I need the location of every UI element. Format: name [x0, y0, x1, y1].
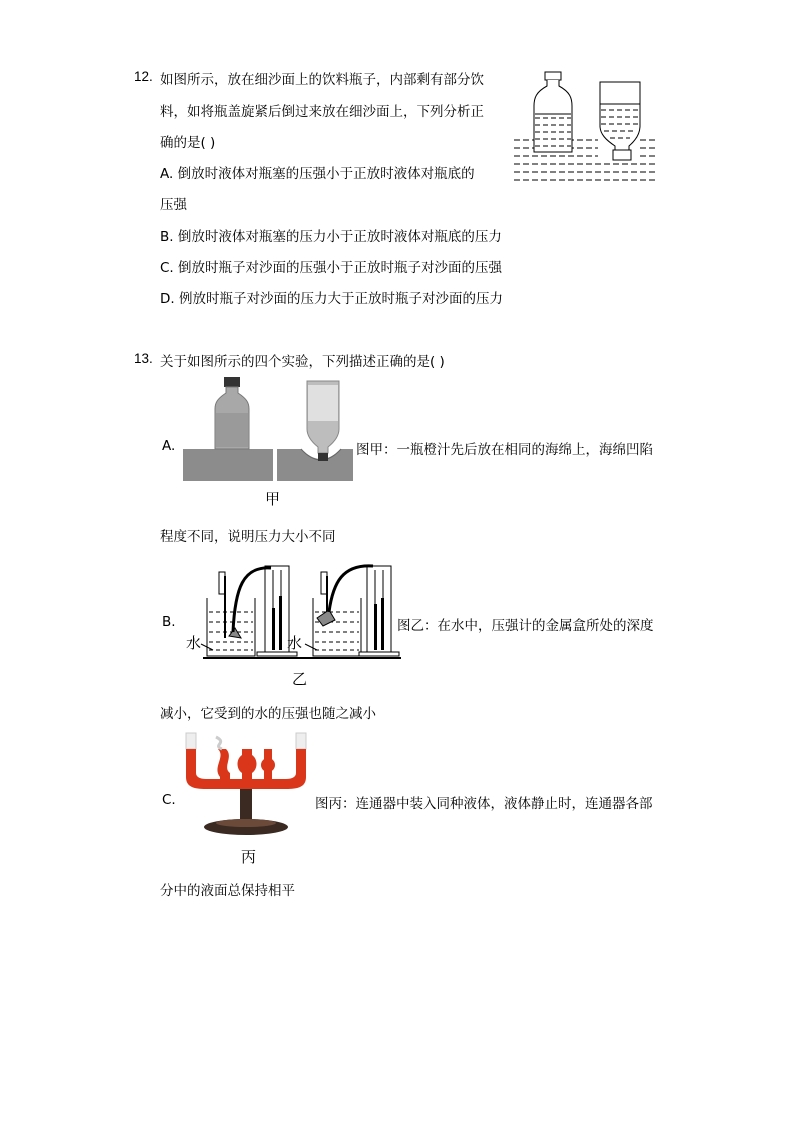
q13-option-c-label[interactable]: C.	[162, 792, 176, 808]
q12-stem-line1: 如图所示，放在细沙面上的饮料瓶子，内部剩有部分饮	[160, 72, 484, 88]
q12-option-a-text-cont: 压强	[160, 197, 187, 213]
q12-bottles-figure	[512, 70, 662, 185]
q12-option-b[interactable]	[160, 225, 502, 245]
q13-option-b-label[interactable]: B.	[162, 614, 176, 630]
q13-option-a-text: 图甲：一瓶橙汁先后放在相同的海绵上，海绵凹陷	[356, 442, 653, 458]
q12-option-c-label: C.	[160, 260, 174, 276]
q13-figure-yi-water-label-left: 水	[186, 634, 202, 652]
q13-option-c-text: 图丙：连通器中装入同种液体，液体静止时，连通器各部	[315, 796, 653, 812]
q12-option-a[interactable]	[160, 162, 475, 182]
q12-option-b-text: 倒放时液体对瓶塞的压力小于正放时液体对瓶底的压力	[177, 229, 502, 245]
q13-option-a-text-cont: 程度不同，说明压力大小不同	[160, 529, 336, 545]
q13-option-b-text: 图乙：在水中，压强计的金属盒所处的深度	[397, 618, 654, 634]
q13-figure-jia	[183, 377, 353, 487]
q13-option-b-text-cont: 减小，它受到的水的压强也随之减小	[160, 706, 376, 722]
q13-stem: 关于如图所示的四个实验，下列描述正确的是( )	[160, 354, 445, 370]
q13-figure-yi-caption: 乙	[292, 670, 308, 688]
q13-figure-bing	[182, 733, 312, 843]
q12-option-d-text: 例放时瓶子对沙面的压力大于正放时瓶子对沙面的压力	[178, 291, 503, 307]
q12-stem-line3: 确的是( )	[160, 135, 216, 151]
q12-option-d-label: D.	[160, 291, 175, 307]
q12-option-c[interactable]	[160, 256, 502, 276]
q13-number: 13.	[134, 351, 153, 366]
q13-figure-yi-water-label-right: 水	[287, 634, 303, 652]
q13-option-a-label[interactable]: A.	[162, 438, 176, 454]
q12-option-c-text: 倒放时瓶子对沙面的压强小于正放时瓶子对沙面的压强	[178, 260, 503, 276]
q13-figure-jia-caption: 甲	[265, 490, 281, 508]
q12-stem-line2: 料，如将瓶盖旋紧后倒过来放在细沙面上，下列分析正	[160, 104, 484, 120]
q12-option-b-label: B.	[160, 229, 174, 245]
q12-option-a-label: A.	[160, 166, 174, 182]
q13-figure-bing-caption: 丙	[241, 848, 257, 866]
q12-number: 12.	[134, 69, 153, 84]
q13-option-c-text-cont: 分中的液面总保持相平	[160, 883, 295, 899]
q12-option-d[interactable]	[160, 287, 503, 307]
q12-option-a-text: 倒放时液体对瓶塞的压强小于正放时液体对瓶底的	[177, 166, 475, 182]
